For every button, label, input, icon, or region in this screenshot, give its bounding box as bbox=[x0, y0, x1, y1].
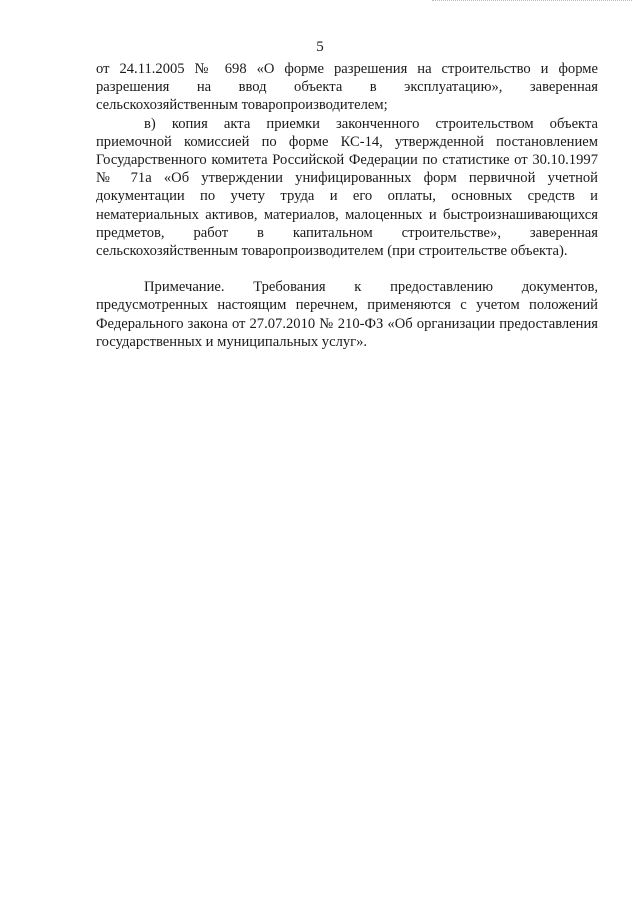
document-body bbox=[96, 60, 598, 351]
paragraph-continuation: от 24.11.2005 № 698 «О форме разрешения на строительство и форме разрешения на ввод объекта в эксплуатацию», заверенная сельскохозяйственным товаропроизводителем; bbox=[96, 61, 598, 114]
scan-artifact-mark bbox=[432, 0, 632, 5]
paragraph-item-v: в) копия акта приемки законченного строительством объекта приемочной комиссией по форме КС-14, утвержденной постановлением Государственного комитета Российской Федерации по статистике от 30.10.1997 № 71а «Об утверждении унифицированных форм первичной учетной документации по учету труда и его оплаты, основных средств и нематериальных активов, материалов, малоценных и быстроизнашивающихся предметов, работ в капитальном строительстве», заверенная сельскохозяйственным товаропроизводителем (при строительстве объекта). bbox=[96, 115, 598, 260]
paragraph-note: Примечание. Требования к предоставлению документов, предусмотренных настоящим перечнем, применяются с учетом положений Федерального закона от 27.07.2010 № 210-ФЗ «Об организации предоставления государственных и муниципальных услуг». bbox=[96, 279, 598, 350]
page-number: 5 bbox=[316, 39, 324, 55]
paragraph-spacer bbox=[96, 260, 598, 278]
